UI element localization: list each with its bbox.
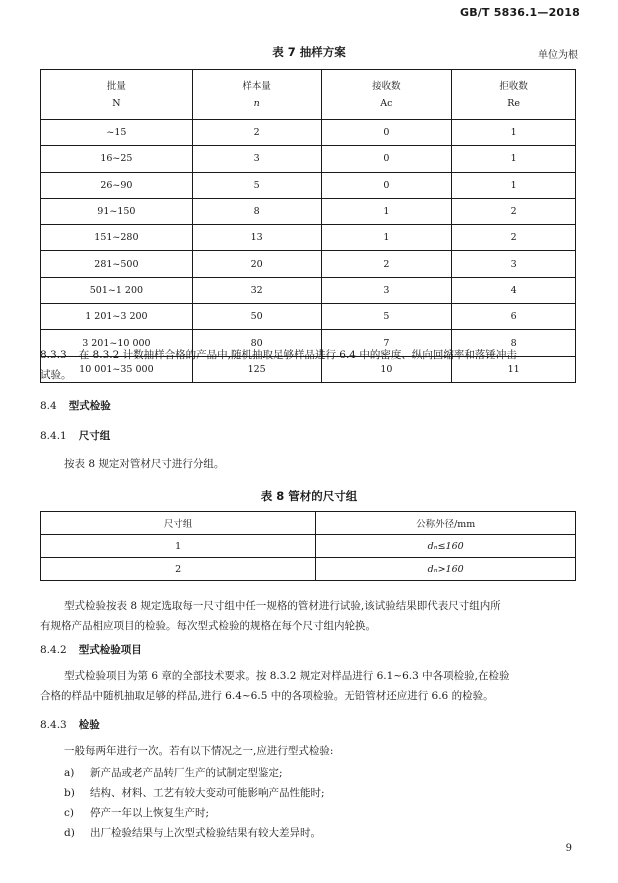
section-8-4-3-intro: 一般每两年进行一次。若有以下情况之一,应进行型式检验: <box>64 745 334 757</box>
standard-code: GB/T 5836.1—2018 <box>459 6 580 19</box>
reject-number-cell: 6 <box>452 304 576 330</box>
sample-size-cell: 13 <box>192 225 321 251</box>
list-item: b) 结构、材料、工艺有较大变动可能影响产品性能时; <box>64 787 325 799</box>
reject-number-cell: 1 <box>452 146 576 172</box>
table-row <box>41 198 576 224</box>
section-8-4-heading: 8.4 型式检验 <box>40 400 111 412</box>
accept-number-cell: 1 <box>321 225 452 251</box>
section-8-4-1-heading: 8.4.1 尺寸组 <box>40 430 111 442</box>
size-group-cell: 2 <box>41 558 316 581</box>
table-row <box>41 558 576 581</box>
table-row <box>41 225 576 251</box>
lot-size-cell: 151~280 <box>41 225 193 251</box>
table-row <box>41 304 576 330</box>
reject-number-cell: 4 <box>452 277 576 303</box>
table-row <box>41 535 576 558</box>
lot-size-cell: 281~500 <box>41 251 193 277</box>
reject-number-cell: 8 <box>452 330 576 356</box>
sample-size-cell: 20 <box>192 251 321 277</box>
table-header-lot-size: 批量 N <box>41 70 193 120</box>
table-row <box>41 172 576 198</box>
reject-number-cell: 3 <box>452 251 576 277</box>
accept-number-cell: 3 <box>321 277 452 303</box>
size-group-table <box>40 511 576 581</box>
sample-size-cell: 80 <box>192 330 321 356</box>
sample-size-cell: 8 <box>192 198 321 224</box>
table-header-sample-size: 样本量 n <box>192 70 321 120</box>
table-7-title: 表 7 抽样方案 <box>272 45 346 59</box>
reject-number-cell: 2 <box>452 198 576 224</box>
sample-size-cell: 5 <box>192 172 321 198</box>
section-8-4-2-heading: 8.4.2 型式检验项目 <box>40 644 142 656</box>
lot-size-cell: 1 201~3 200 <box>41 304 193 330</box>
sample-size-cell: 50 <box>192 304 321 330</box>
lot-size-cell: 501~1 200 <box>41 277 193 303</box>
diameter-range-cell: dₙ≤160 <box>316 535 576 558</box>
sample-size-cell: 2 <box>192 120 321 146</box>
size-group-cell: 1 <box>41 535 316 558</box>
list-item: a) 新产品或老产品转厂生产的试制定型鉴定; <box>64 767 283 779</box>
table-header-reject-number: 拒收数 Re <box>452 70 576 120</box>
reject-number-cell: 1 <box>452 120 576 146</box>
accept-number-cell: 0 <box>321 146 452 172</box>
sample-size-cell: 32 <box>192 277 321 303</box>
list-item: c) 停产一年以上恢复生产时; <box>64 807 210 819</box>
table-7-unit: 单位为根 <box>538 50 578 61</box>
section-8-4-3-heading: 8.4.3 检验 <box>40 719 100 731</box>
table-row <box>41 146 576 172</box>
table-row <box>41 251 576 277</box>
section-8-3-3: 8.3.3 在 8.3.2 计数抽样合格的产品中,随机抽取足够样品进行 6.4 中的密度、纵向回缩率和落锤冲击 试验。 <box>40 349 517 381</box>
reject-number-cell: 2 <box>452 225 576 251</box>
diameter-range-cell: dₙ>160 <box>316 558 576 581</box>
sample-size-cell: 125 <box>192 356 321 382</box>
table-header-size-group: 尺寸组 <box>41 512 316 535</box>
accept-number-cell: 0 <box>321 120 452 146</box>
lot-size-cell: 26~90 <box>41 172 193 198</box>
lot-size-cell: 10 001~35 000 <box>41 356 193 382</box>
sampling-plan-table <box>40 69 576 383</box>
lot-size-cell: 91~150 <box>41 198 193 224</box>
lot-size-cell: ~15 <box>41 120 193 146</box>
table-row <box>41 277 576 303</box>
type-test-selection-paragraph: 型式检验按表 8 规定选取每一尺寸组中任一规格的管材进行试验,该试验结果即代表尺寸组内所 有规格产品相应项目的检验。每次型式检验的规格在每个尺寸组内轮换。 <box>40 600 501 632</box>
section-8-4-2-text: 型式检验项目为第 6 章的全部技术要求。按 8.3.2 规定对样品进行 6.1~6.3 中各项检验,在检验 合格的样品中随机抽取足够的样品,进行 6.4~6.5 中的各项检验。无铅管材还应进行 6.6 的检验。 <box>40 670 510 702</box>
lot-size-cell: 3 201~10 000 <box>41 330 193 356</box>
page-number: 9 <box>565 843 572 854</box>
table-header-nominal-diameter: 公称外径/mm <box>316 512 576 535</box>
table-row <box>41 120 576 146</box>
accept-number-cell: 2 <box>321 251 452 277</box>
table-8-title: 表 8 管材的尺寸组 <box>260 489 358 503</box>
reject-number-cell: 1 <box>452 172 576 198</box>
sample-size-cell: 3 <box>192 146 321 172</box>
table-header-accept-number: 接收数 Ac <box>321 70 452 120</box>
accept-number-cell: 0 <box>321 172 452 198</box>
reject-number-cell: 11 <box>452 356 576 382</box>
lot-size-cell: 16~25 <box>41 146 193 172</box>
accept-number-cell: 7 <box>321 330 452 356</box>
section-8-4-1-text: 按表 8 规定对管材尺寸进行分组。 <box>64 458 225 470</box>
accept-number-cell: 10 <box>321 356 452 382</box>
accept-number-cell: 5 <box>321 304 452 330</box>
list-item: d) 出厂检验结果与上次型式检验结果有较大差异时。 <box>64 827 321 839</box>
accept-number-cell: 1 <box>321 198 452 224</box>
